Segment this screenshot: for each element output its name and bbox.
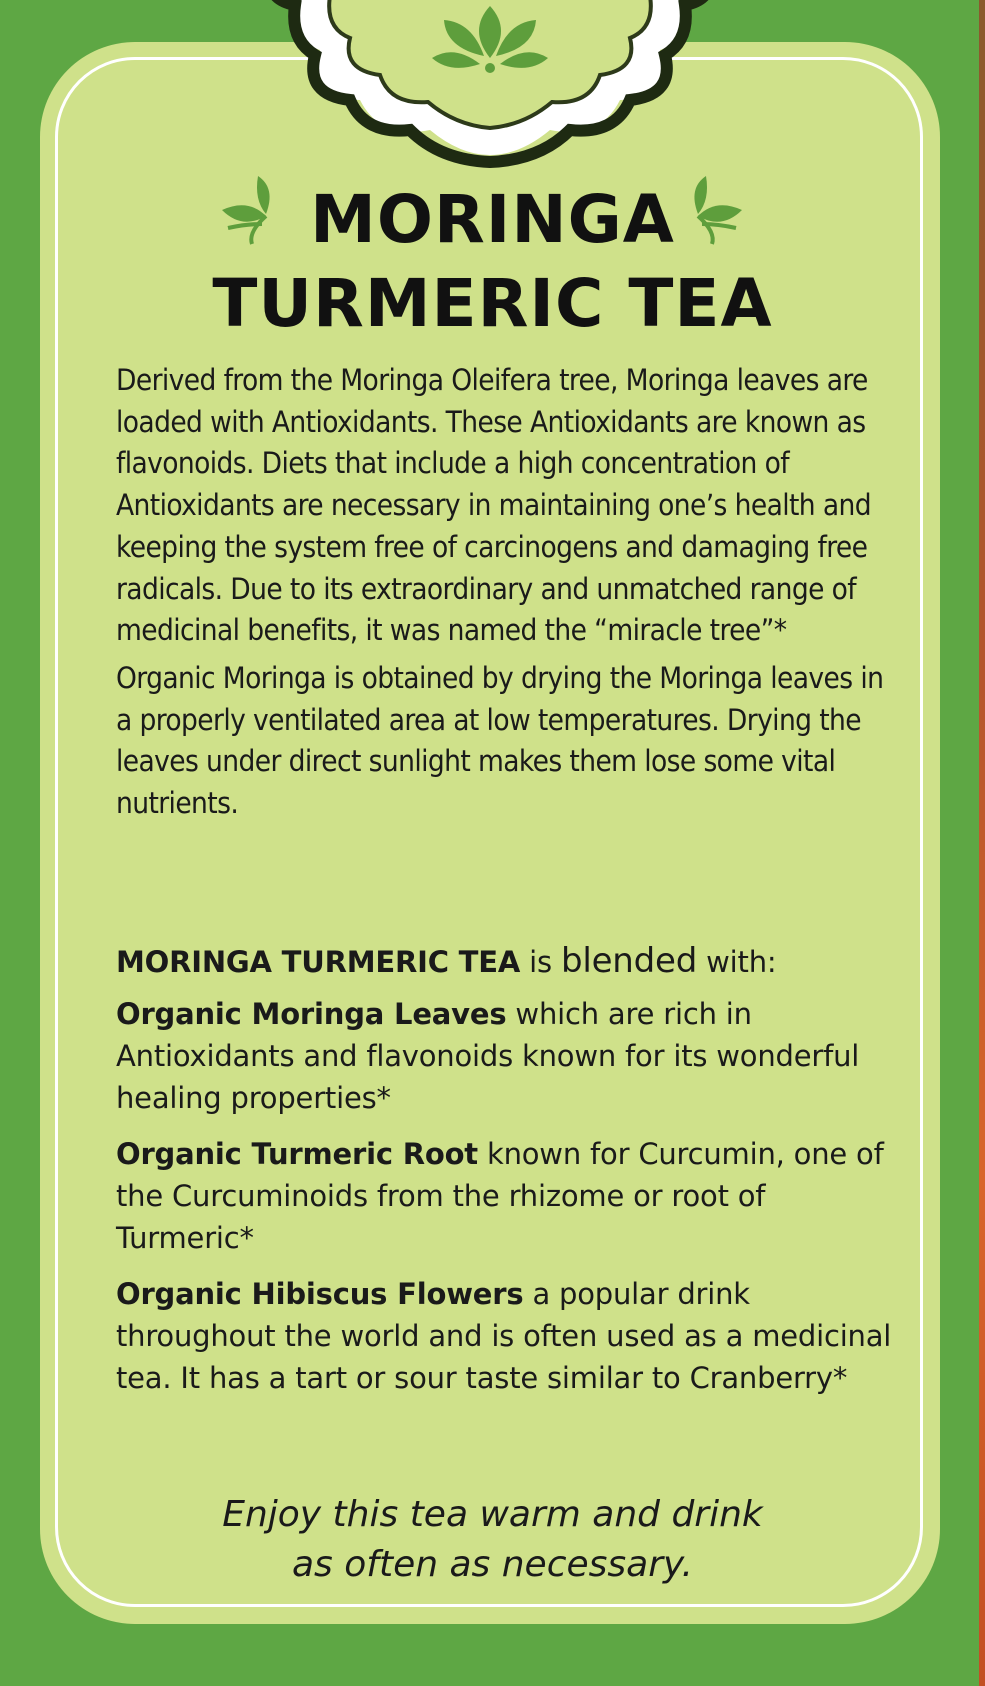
scallop-emblem-icon (250, 0, 730, 170)
closing-line-2: as often as necessary. (292, 1544, 693, 1585)
description-paragraph-2: Organic Moringa is obtained by drying the Moringa leaves in a properly ventilated area at low temperatures. Drying the leaves under direct sunlight makes them lose some vital nutrients. (116, 660, 884, 821)
title-line-1: MORINGA (310, 181, 675, 258)
ingredient-name: Organic Hibiscus Flowers (116, 1277, 524, 1311)
ingredient-name: Organic Moringa Leaves (116, 997, 507, 1031)
description (116, 360, 906, 861)
blend-intro-is: is (520, 945, 561, 979)
ingredient-item (116, 993, 906, 1119)
closing-note (0, 1490, 985, 1590)
blend-section (116, 940, 906, 1413)
ingredient-item (116, 1273, 906, 1399)
closing-line-1: Enjoy this tea warm and drink (222, 1494, 763, 1535)
blend-intro-blended: blended (560, 941, 698, 981)
blend-intro-with: with: (697, 945, 777, 979)
description-paragraph-1: Derived from the Moringa Oleifera tree, Moringa leaves are loaded with Antioxidants. These Antioxidants are known as flavonoids. Diets that include a high concentration of Antioxidants are necessary in maintaining one’s health and keeping the system free of carcinogens and damaging free radicals. Due to its extraordinary and unmatched range of medicinal benefits, it was named the “miracle tree”* (116, 363, 872, 648)
blend-intro-product: MORINGA TURMERIC TEA (116, 945, 521, 979)
blend-intro (116, 940, 906, 983)
ingredient-item (116, 1133, 906, 1259)
product-title (0, 178, 985, 346)
ingredient-text: known for Curcumin, one of the Curcuminoids from the rhizome or root of Turmeric* (116, 1137, 884, 1255)
top-emblem (250, 0, 730, 170)
ingredient-text: which are rich in Antioxidants and flavonoids known for its wonderful healing properties* (116, 997, 860, 1115)
ingredient-text: a popular drink throughout the world and is often used as a medicinal tea. It has a tart or sour taste similar to Cranberry* (116, 1277, 892, 1395)
title-line-2: TURMERIC TEA (212, 265, 773, 342)
ingredient-name: Organic Turmeric Root (116, 1137, 478, 1171)
